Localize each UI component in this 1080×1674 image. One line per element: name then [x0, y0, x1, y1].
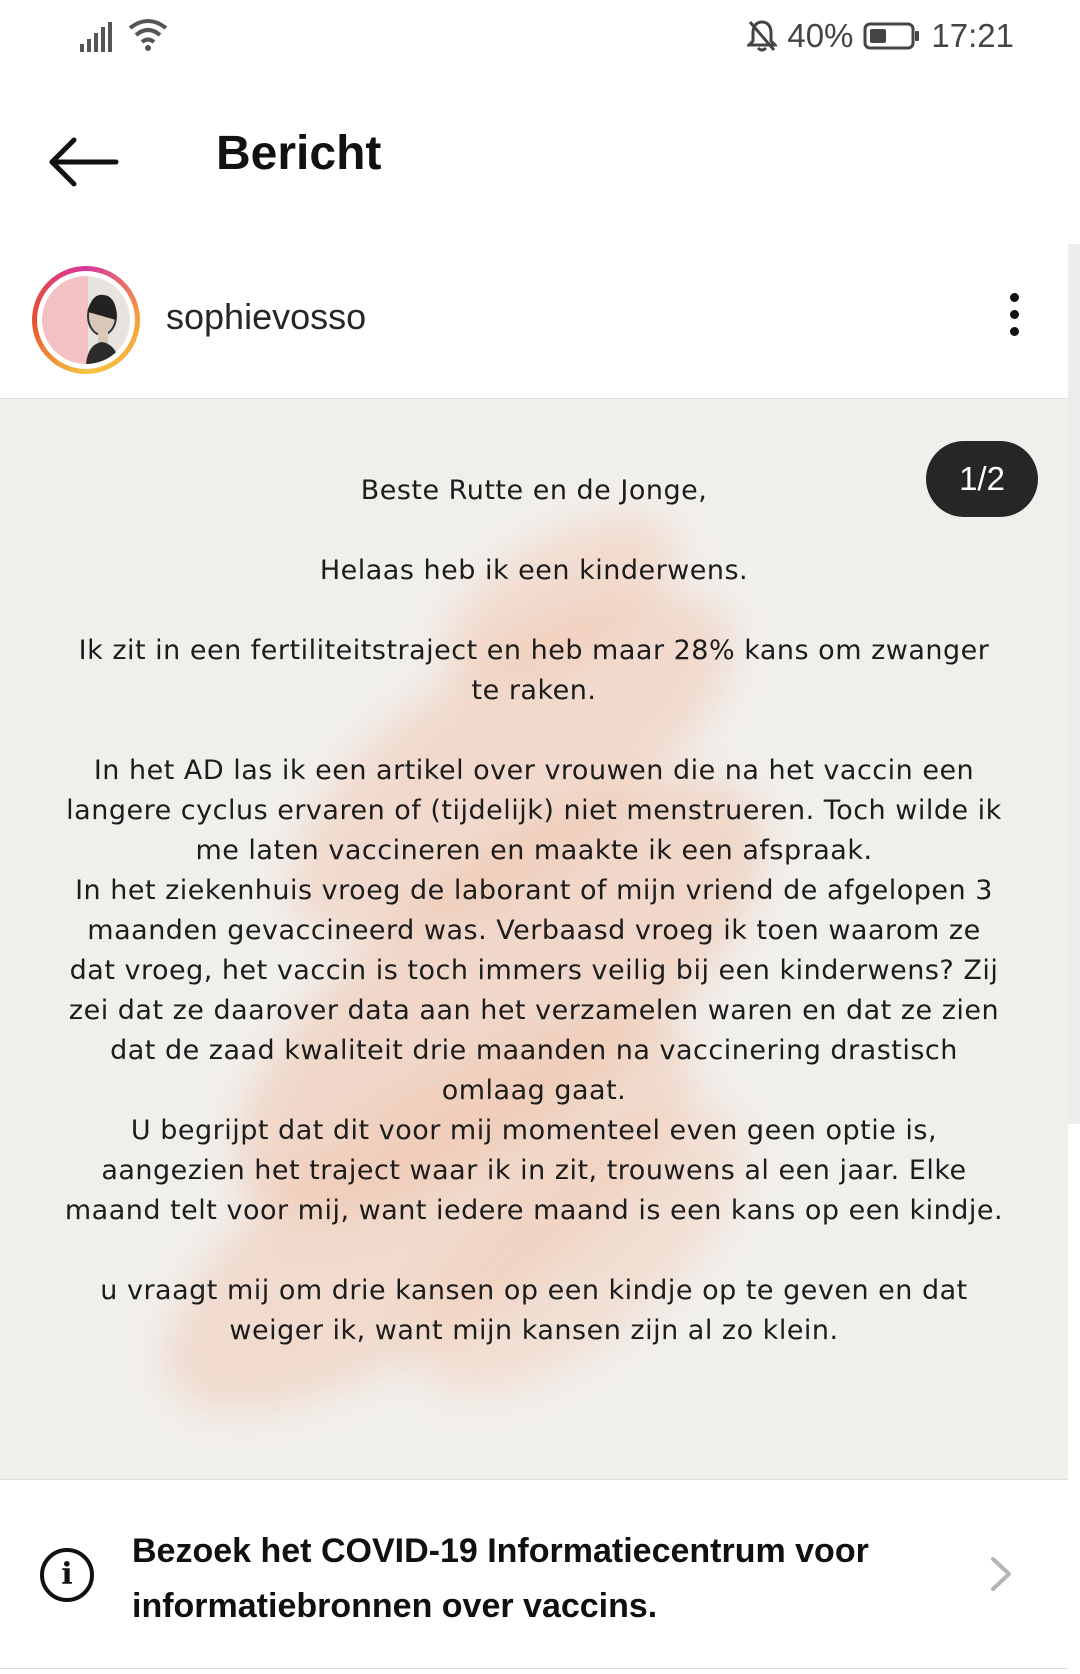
avatar-photo: [42, 276, 130, 364]
letter-paragraph: Ik zit in een fertiliteitstraject en heb maar 28% kans om zwanger te raken.: [78, 635, 990, 706]
letter-greeting: Beste Rutte en de Jonge,: [360, 475, 708, 506]
post-image[interactable]: [0, 398, 1068, 1479]
letter-paragraph: U begrijpt dat dit voor mij momenteel even geen optie is, aangezien het traject waar ik in zit, trouwens al een jaar. Elke maand telt voor mij, want iedere maand is een kans op een kindje.: [64, 1115, 1004, 1226]
scrollbar[interactable]: [1068, 244, 1080, 1124]
letter-paragraph: u vraagt mij om drie kansen op een kindje op te geven en dat weiger ik, want mijn kansen zijn al zo klein.: [100, 1275, 968, 1346]
letter-paragraph: In het AD las ik een artikel over vrouwen die na het vaccin een langere cyclus ervaren of (tijdelijk) niet menstrueren. Toch wilde ik me laten vaccineren en maakte ik een afspraak.: [66, 755, 1002, 866]
covid-info-banner[interactable]: [0, 1479, 1068, 1669]
battery-icon: [863, 21, 921, 51]
more-vertical-icon: [994, 293, 1034, 336]
clock: 17:21: [931, 17, 1014, 54]
letter-paragraph: In het ziekenhuis vroeg de laborant of mijn vriend de afgelopen 3 maanden gevaccineerd was. Verbaasd vroeg ik toen waarom ze dat vroeg, het vaccin is toch immers veilig bij een kinderwens? Zij zei dat ze daarover data aan het verzamelen waren en dat ze zien dat de zaad kwaliteit drie maanden na vaccinering drastisch omlaag gaat.: [68, 875, 1000, 1106]
header: [0, 96, 1080, 226]
avatar-ring-gap: [37, 271, 135, 369]
arrow-left-icon: [44, 130, 124, 194]
more-options-button[interactable]: [994, 286, 1034, 350]
signal-icon: [80, 22, 114, 52]
status-left: [80, 18, 168, 52]
status-right: [747, 16, 1014, 56]
page-title: Bericht: [216, 127, 382, 180]
status-bar: [0, 0, 1080, 80]
letter-text: [64, 471, 1004, 1391]
bell-off-icon: [747, 19, 777, 53]
chevron-right-icon: [990, 1556, 1012, 1592]
post-header: [0, 262, 1068, 398]
covid-info-text: Bezoek het COVID-19 Informatiecentrum voor informatiebronnen over vaccins.: [132, 1532, 869, 1625]
avatar[interactable]: [32, 266, 140, 374]
battery-percent: 40%: [787, 17, 854, 54]
username[interactable]: sophievosso: [166, 296, 367, 337]
letter-paragraph: Helaas heb ik een kinderwens.: [319, 555, 749, 586]
back-button[interactable]: [44, 130, 124, 194]
wifi-icon: [128, 18, 168, 52]
profile-photo-icon: [42, 276, 130, 364]
carousel-page-indicator: 1/2: [926, 441, 1038, 517]
info-icon: i: [40, 1548, 94, 1602]
